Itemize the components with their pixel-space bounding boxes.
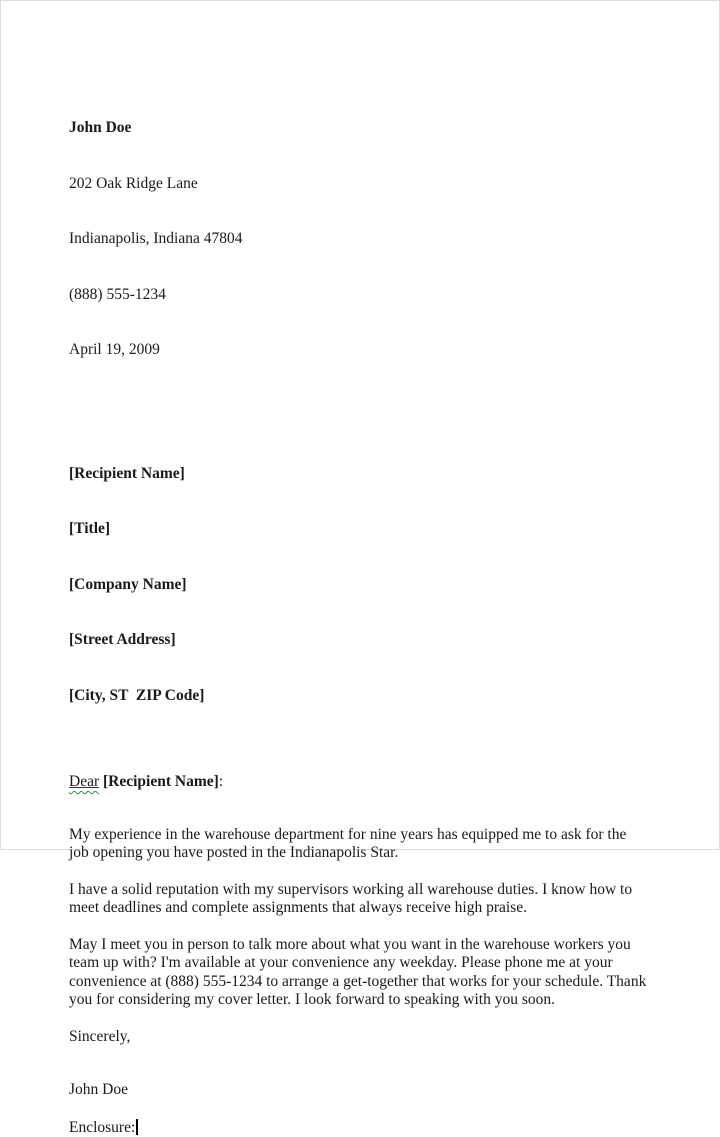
body-paragraph-1: My experience in the warehouse department for nine years has equipped me to ask for the job opening you have posted in the Indianapolis Star. (69, 826, 647, 863)
enclosure-line (69, 1119, 647, 1137)
recipient-street-placeholder: [Street Address] (69, 631, 647, 650)
sender-address-block (69, 82, 647, 397)
valediction: Sincerely, (69, 1028, 647, 1047)
recipient-address-block (69, 428, 647, 743)
recipient-city-placeholder: [City, ST ZIP Code] (69, 687, 647, 706)
salutation-line (69, 773, 647, 792)
signature-name: John Doe (69, 1081, 647, 1100)
body-paragraph-2: I have a solid reputation with my supervisors working all warehouse duties. I know how to meet deadlines and complete assignments that always receive high praise. (69, 881, 647, 918)
grammar-squiggle-dear (69, 773, 99, 790)
sender-city-state-zip: Indianapolis, Indiana 47804 (69, 230, 647, 249)
recipient-name-placeholder: [Recipient Name] (69, 465, 647, 484)
recipient-company-placeholder: [Company Name] (69, 576, 647, 595)
salutation-recipient-name: [Recipient Name] (103, 773, 219, 790)
sender-name: John Doe (69, 119, 647, 138)
enclosure-label: Enclosure: (69, 1119, 135, 1136)
recipient-title-placeholder: [Title] (69, 520, 647, 539)
sender-street: 202 Oak Ridge Lane (69, 175, 647, 194)
letter-date: April 19, 2009 (69, 341, 647, 360)
salutation-punctuation: : (219, 773, 223, 790)
text-cursor (136, 1119, 138, 1135)
body-paragraph-3: May I meet you in person to talk more about what you want in the warehouse workers you team up with? I'm available at your convenience any weekday. Please phone me at your convenience at (888) 555-1234 to arrange a get-together that works for your schedule. Thank you for considering my cover letter. I look forward to speaking with you soon. (69, 936, 647, 1010)
sender-phone: (888) 555-1234 (69, 286, 647, 305)
salutation-greeting-word: Dear (69, 773, 99, 790)
